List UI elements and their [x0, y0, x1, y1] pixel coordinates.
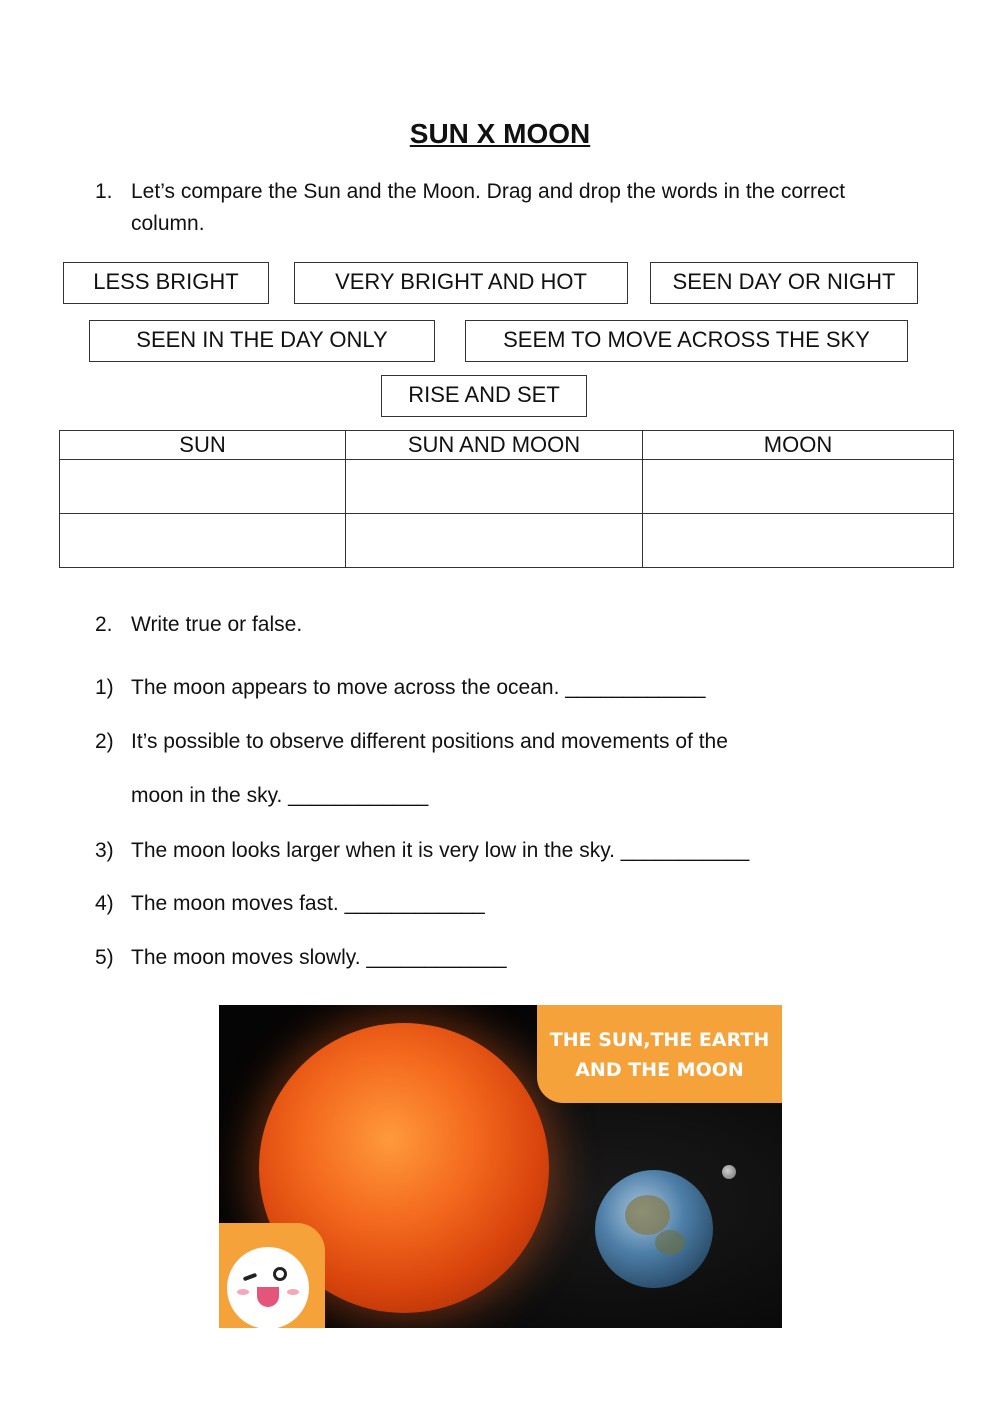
column-header-sun-and-moon: SUN AND MOON [346, 431, 643, 460]
word-box-rise-and-set[interactable]: RISE AND SET [381, 375, 587, 417]
word-box-seen-day-or-night[interactable]: SEEN DAY OR NIGHT [650, 262, 918, 304]
question-text: Let’s compare the Sun and the Moon. Drag and drop the words in the correct column. [131, 180, 846, 235]
item-number: 4) [95, 892, 114, 915]
item-text[interactable]: The moon looks larger when it is very low in the sky. ___________ [131, 839, 750, 862]
word-box-very-bright-and-hot[interactable]: VERY BRIGHT AND HOT [294, 262, 628, 304]
image-banner [537, 1005, 782, 1103]
drop-cell-sun[interactable] [60, 514, 346, 568]
word-box-less-bright[interactable]: LESS BRIGHT [63, 262, 269, 304]
item-text-continued[interactable]: moon in the sky. ____________ [131, 784, 429, 807]
comparison-table [59, 430, 954, 568]
page-title: SUN X MOON [409, 118, 591, 149]
item-text: It’s possible to observe different positions and movements of the [131, 730, 728, 753]
item-text[interactable]: The moon moves slowly. ____________ [131, 946, 507, 969]
smiley-mascot-icon [227, 1247, 309, 1328]
drop-cell-moon[interactable] [643, 514, 954, 568]
word-box-seem-to-move-across-the-sky[interactable]: SEEM TO MOVE ACROSS THE SKY [465, 320, 908, 362]
column-header-moon: MOON [643, 431, 954, 460]
item-number: 5) [95, 946, 114, 969]
drop-cell-sun-and-moon[interactable] [346, 514, 643, 568]
banner-line-2: AND THE MOON [575, 1059, 744, 1081]
item-number: 1) [95, 676, 114, 699]
item-text[interactable]: The moon appears to move across the ocean. ____________ [131, 676, 706, 699]
question-number: 1. [95, 180, 113, 203]
moon-illustration [722, 1165, 736, 1179]
item-number: 2) [95, 730, 114, 753]
item-text[interactable]: The moon moves fast. ____________ [131, 892, 485, 915]
drop-cell-moon[interactable] [643, 460, 954, 514]
question-number: 2. [95, 613, 113, 636]
mascot-corner [219, 1223, 325, 1328]
question-text: Write true or false. [131, 613, 303, 636]
column-header-sun: SUN [60, 431, 346, 460]
earth-illustration [595, 1170, 713, 1288]
word-box-seen-in-the-day-only[interactable]: SEEN IN THE DAY ONLY [89, 320, 435, 362]
sun-earth-moon-image [219, 1005, 782, 1328]
drop-cell-sun-and-moon[interactable] [346, 460, 643, 514]
drop-cell-sun[interactable] [60, 460, 346, 514]
item-number: 3) [95, 839, 114, 862]
banner-line-1: THE SUN,THE EARTH [549, 1029, 770, 1051]
